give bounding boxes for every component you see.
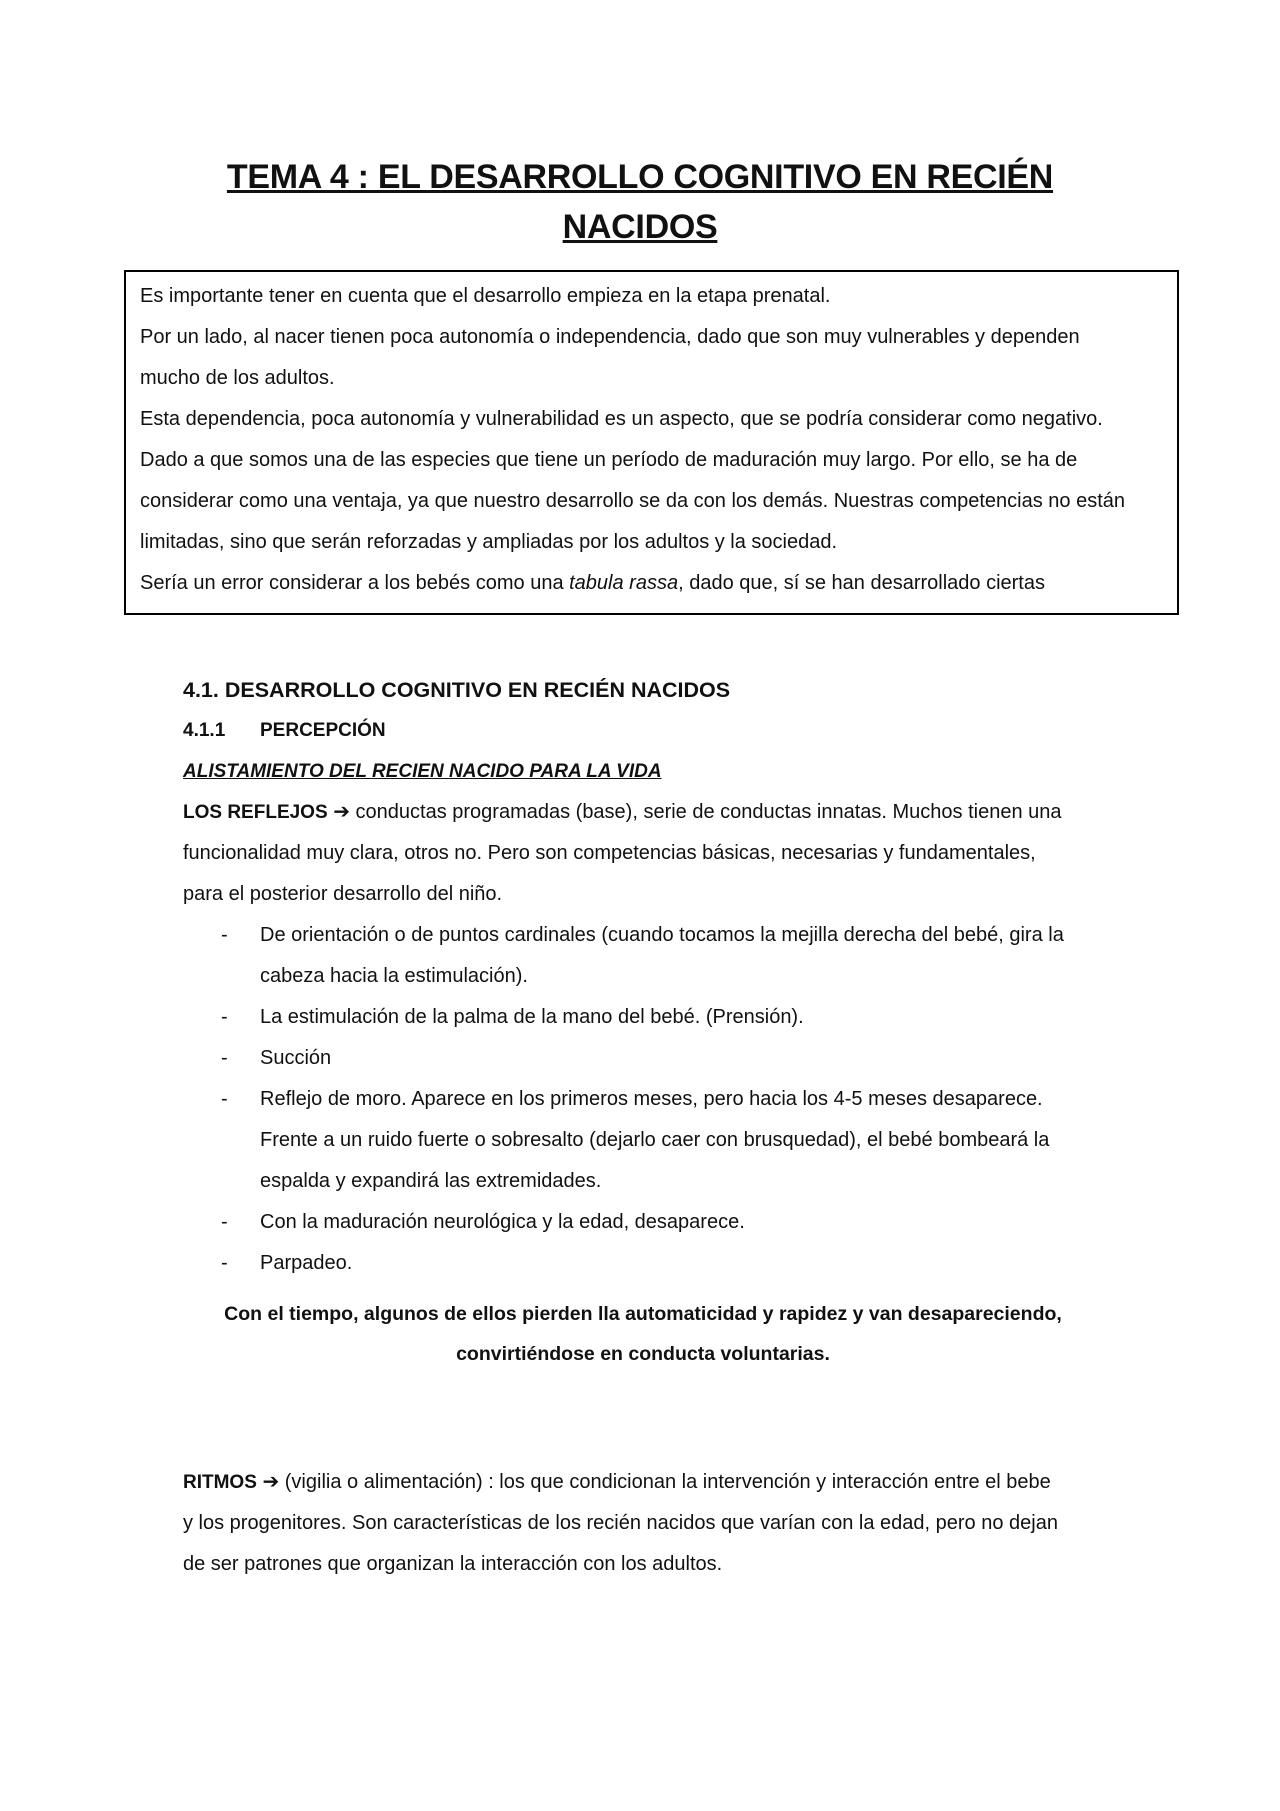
- conclusion-line: convirtiéndose en conducta voluntarias.: [456, 1343, 830, 1365]
- reflejos-list: [183, 915, 1103, 1284]
- list-item-line: La estimulación de la palma de la mano del bebé. (Prensión).: [260, 1006, 804, 1028]
- list-item: [183, 1079, 1103, 1202]
- subsection-heading: [183, 710, 1103, 751]
- dash-bullet: -: [221, 924, 228, 946]
- intro-text-box: [124, 270, 1179, 615]
- dash-bullet: -: [221, 1047, 228, 1069]
- reflejos-line: para el posterior desarrollo del niño.: [183, 883, 503, 905]
- main-content: [183, 670, 1103, 1585]
- reflejos-label: LOS REFLEJOS: [183, 802, 328, 823]
- intro-text: Sería un error considerar a los bebés como una: [140, 572, 570, 594]
- subsection-title: PERCEPCIÓN: [260, 720, 386, 741]
- intro-line: Esta dependencia, poca autonomía y vulnerabilidad es un aspecto, que se podría considerar como negativo.: [140, 408, 1103, 430]
- list-item-line: Reflejo de moro. Aparece en los primeros meses, pero hacia los 4-5 meses desaparece.: [260, 1088, 1043, 1110]
- page-title-line-2: NACIDOS: [562, 208, 718, 246]
- conclusion-statement: [143, 1294, 1143, 1374]
- list-item: [183, 997, 1103, 1038]
- reflejos-text: conductas programadas (base), serie de conductas innatas. Muchos tienen una: [349, 801, 1062, 823]
- intro-line: [140, 563, 1163, 604]
- ritmos-label: RITMOS: [183, 1472, 257, 1493]
- subsection-number: 4.1.1: [183, 720, 226, 741]
- subsubsection-heading: ALISTAMIENTO DEL RECIEN NACIDO PARA LA VIDA: [183, 761, 662, 782]
- ritmos-line: [183, 1462, 1103, 1503]
- dash-bullet: -: [221, 1088, 228, 1110]
- intro-line: Es importante tener en cuenta que el desarrollo empieza en la etapa prenatal.: [140, 285, 831, 307]
- ritmos-paragraph: [183, 1462, 1103, 1585]
- page-title: [180, 152, 1100, 252]
- dash-bullet: -: [221, 1252, 228, 1274]
- list-item-line: Frente a un ruido fuerte o sobresalto (dejarlo caer con brusquedad), el bebé bombeará la: [260, 1129, 1050, 1151]
- list-item-line: Parpadeo.: [260, 1252, 353, 1274]
- intro-text: , dado que, sí se han desarrollado ciertas: [678, 572, 1045, 594]
- intro-line: Dado a que somos una de las especies que tiene un período de maduración muy largo. Por ello, se ha de: [140, 449, 1078, 471]
- list-item: [183, 1202, 1103, 1243]
- intro-line: limitadas, sino que serán reforzadas y ampliadas por los adultos y la sociedad.: [140, 531, 838, 553]
- list-item-line: Succión: [260, 1047, 332, 1069]
- reflejos-paragraph: [183, 792, 1103, 833]
- arrow-right-icon: ➔: [262, 1471, 280, 1493]
- section-heading: 4.1. DESARROLLO COGNITIVO EN RECIÉN NACIDOS: [183, 678, 731, 702]
- list-item-line: espalda y expandirá las extremidades.: [260, 1170, 602, 1192]
- list-item: [183, 1243, 1103, 1284]
- ritmos-line: de ser patrones que organizan la interacción con los adultos.: [183, 1553, 723, 1575]
- list-item: [183, 915, 1103, 997]
- ritmos-text: (vigilia o alimentación) : los que condicionan la intervención y interacción entre el bebe: [279, 1471, 1051, 1493]
- list-item-line: De orientación o de puntos cardinales (cuando tocamos la mejilla derecha del bebé, gira la: [260, 924, 1064, 946]
- intro-line: considerar como una ventaja, ya que nuestro desarrollo se da con los demás. Nuestras competencias no están: [140, 490, 1125, 512]
- intro-line: Por un lado, al nacer tienen poca autonomía o independencia, dado que son muy vulnerables y dependen: [140, 326, 1080, 348]
- list-item-line: Con la maduración neurológica y la edad, desaparece.: [260, 1211, 745, 1233]
- page-title-line-1: TEMA 4 : EL DESARROLLO COGNITIVO EN RECIÉN: [226, 158, 1054, 196]
- conclusion-line: Con el tiempo, algunos de ellos pierden lla automaticidad y rapidez y van desapareciendo,: [224, 1303, 1062, 1325]
- dash-bullet: -: [221, 1006, 228, 1028]
- intro-line: mucho de los adultos.: [140, 367, 335, 389]
- ritmos-line: y los progenitores. Son características de los recién nacidos que varían con la edad, pero no dejan: [183, 1512, 1058, 1534]
- list-item-line: cabeza hacia la estimulación).: [260, 965, 528, 987]
- list-item: [183, 1038, 1103, 1079]
- dash-bullet: -: [221, 1211, 228, 1233]
- arrow-right-icon: ➔: [333, 801, 350, 823]
- intro-italic-term: tabula rassa: [569, 572, 679, 594]
- reflejos-line: funcionalidad muy clara, otros no. Pero son competencias básicas, necesarias y fundamentales,: [183, 842, 1036, 864]
